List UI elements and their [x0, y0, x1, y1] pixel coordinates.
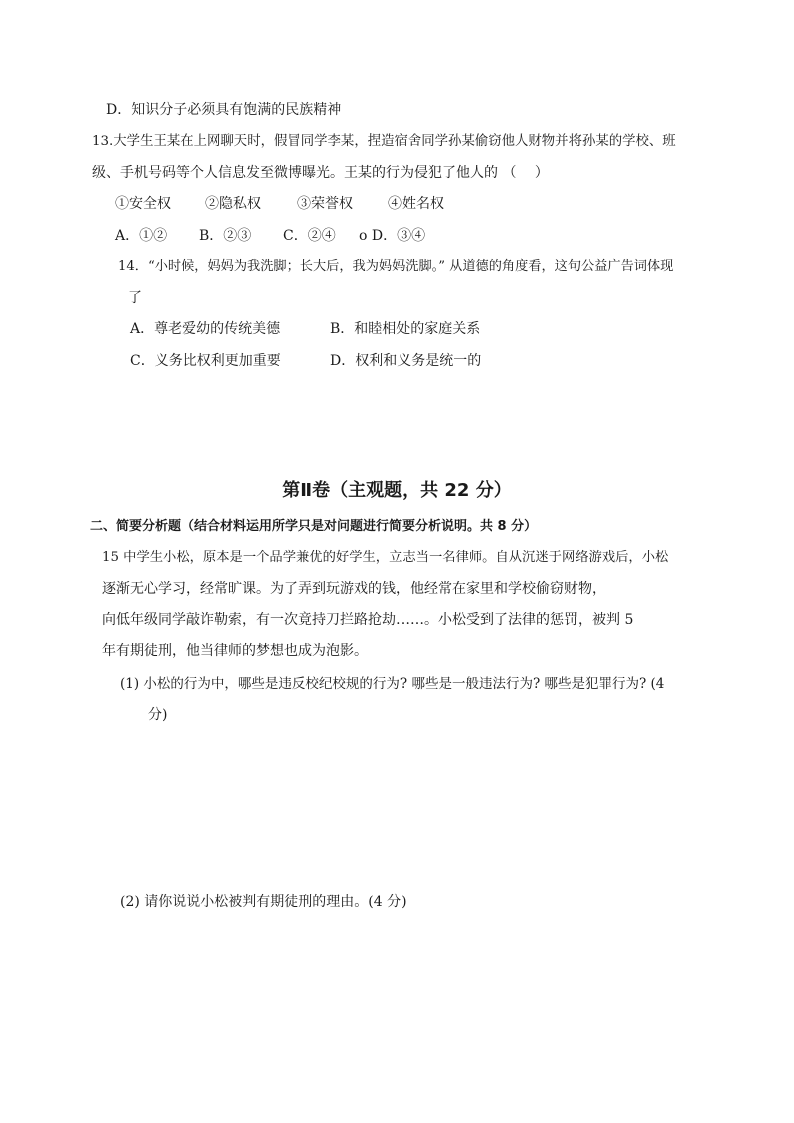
- q13-option-d: o D．③④: [359, 228, 426, 244]
- q13-option-a: A．①②: [115, 228, 168, 244]
- q13-option-c: C．②④: [283, 228, 336, 244]
- q14-stem-line-1: 14．“小时候，妈妈为我洗脚；长大后，我为妈妈洗脚。” 从道德的角度看，这句公益广告词体现: [118, 259, 674, 274]
- q13-stem-line-1: 13.大学生王某在上网聊天时，假冒同学李某，捏造宿舍同学孙某偷窃他人财物并将孙某的学校、班: [92, 134, 676, 149]
- q13-options: [115, 227, 515, 245]
- q15-material-line-4: 年有期徒刑，他当律师的梦想也成为泡影。: [102, 643, 368, 659]
- q15-sub-question-2: (2) 请你说说小松被判有期徒刑的理由。(4 分): [120, 894, 407, 910]
- q15-material-line-2: 逐渐无心学习，经常旷课。为了弄到玩游戏的钱，他经常在家里和学校偷窃财物，: [102, 581, 606, 597]
- q13-stem-line-2: 级、手机号码等个人信息发至微博曝光。王某的行为侵犯了他人的 （ ）: [92, 165, 549, 181]
- q13-item-4: ④姓名权: [388, 196, 444, 212]
- q15-material-line-1: 15 中学生小松，原本是一个品学兼优的好学生，立志当一名律师。自从沉迷于网络游戏后，小松: [102, 550, 669, 565]
- q14-option-c: C．义务比权利更加重要: [130, 353, 281, 369]
- q12-option-d: D．知识分子必须具有饱满的民族精神: [106, 102, 342, 118]
- q15-sub-question-1-cont: 分): [148, 707, 168, 723]
- q13-items: [115, 195, 515, 213]
- q15-material-line-3: 向低年级同学敲诈勒索，有一次竟持刀拦路抢劫……。小松受到了法律的惩罚，被判 5: [102, 612, 634, 628]
- q14-options-row-2: [130, 352, 530, 370]
- part-two-title: 第Ⅱ卷（主观题，共 22 分）: [282, 480, 512, 501]
- q14-option-d: D．权利和义务是统一的: [330, 353, 482, 369]
- q13-item-3: ③荣誉权: [297, 196, 353, 212]
- q13-option-b: B．②③: [199, 228, 252, 244]
- q15-sub-question-1: (1) 小松的行为中，哪些是违反校纪校规的行为? 哪些是一般违法行为? 哪些是犯罪行为? (4: [120, 676, 665, 692]
- q14-stem-line-2: 了: [128, 290, 142, 306]
- q13-item-2: ②隐私权: [205, 196, 261, 212]
- section-two-title: 二、简要分析题（结合材料运用所学只是对问题进行简要分析说明。共 8 分）: [90, 519, 538, 534]
- q13-item-1: ①安全权: [115, 196, 171, 212]
- q14-option-a: A．尊老爱幼的传统美德: [130, 321, 281, 337]
- q14-option-b: B．和睦相处的家庭关系: [330, 321, 481, 337]
- q14-options-row-1: [130, 320, 530, 338]
